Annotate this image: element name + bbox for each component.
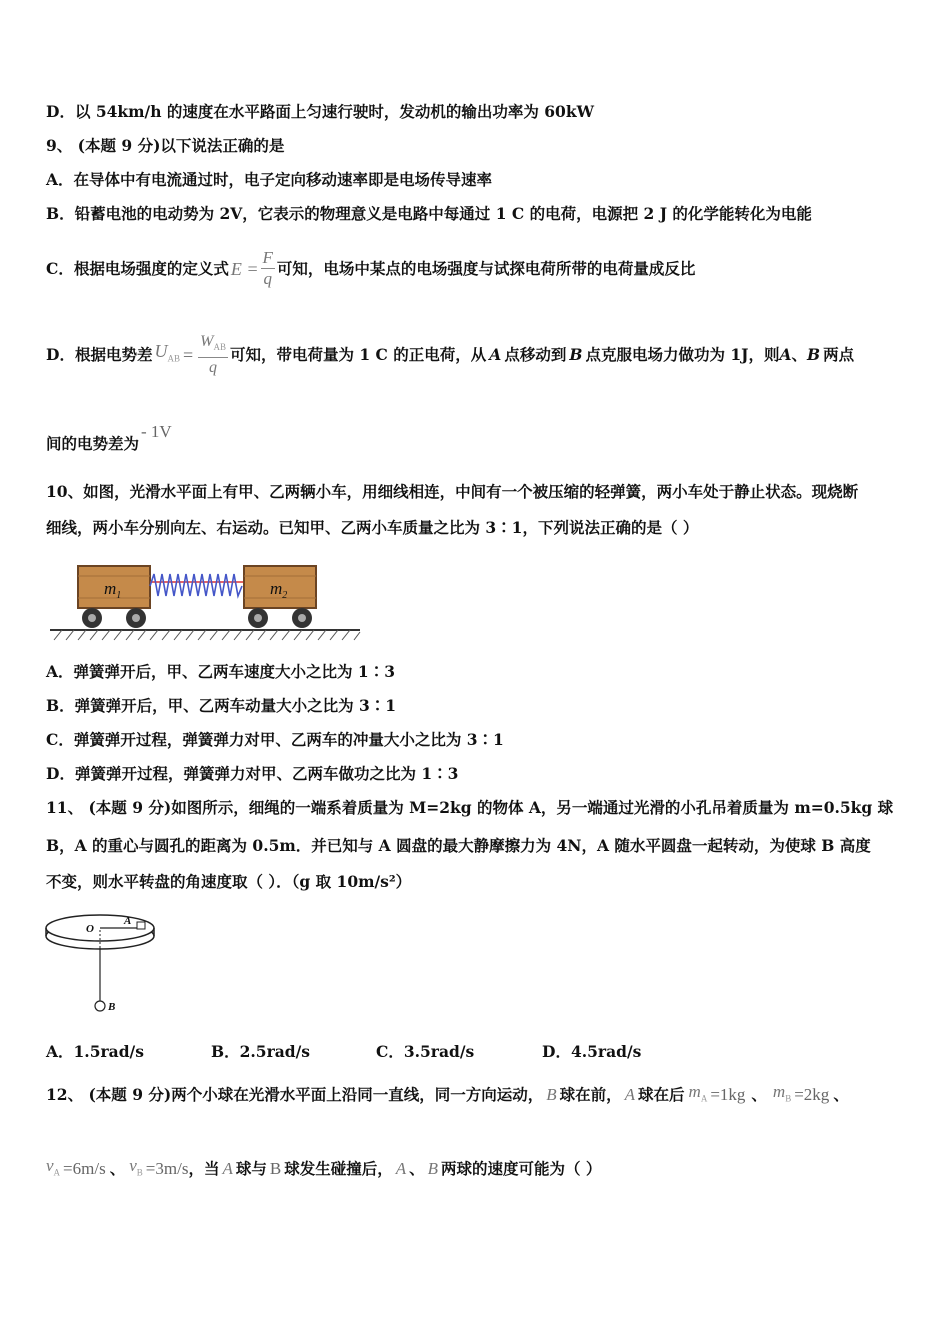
q9-d-mid1: 可知，带电荷量为 1 C 的正电荷，从	[229, 345, 487, 365]
q12-mid2: 球在后	[638, 1085, 685, 1105]
label-o: O	[86, 923, 94, 935]
q12-a2: A	[222, 1159, 233, 1179]
q9-c-formula-fraction	[261, 248, 275, 289]
q11-option-d: D．4.5rad/s	[542, 1042, 642, 1061]
q11-line3: 不变，则水平转盘的角速度取（ ）．（g 取 10m/s²）	[46, 872, 412, 891]
q12-vb-val: =3m/s	[145, 1159, 189, 1179]
q12-pre: 12、 (本题 9 分)两个小球在光滑水平面上沿同一直线，同一方向运动，	[46, 1085, 544, 1105]
q9-d-a: A	[489, 345, 502, 365]
q12-ma: $m_A$	[688, 1082, 708, 1104]
q9-d-line2: 间的电势差为	[46, 434, 140, 453]
q9-d-w-sub: AB	[213, 342, 226, 353]
label-a: A	[124, 915, 132, 927]
q8-option-d: D．以 54km/h 的速度在水平路面上匀速行驶时，发动机的输出功率为 60kW	[46, 102, 594, 121]
q12-a-sym: A	[624, 1085, 636, 1105]
q9-d-formula-den: q	[209, 359, 218, 377]
q12-sep2: 、	[833, 1085, 849, 1105]
q9-option-d-line2	[46, 422, 172, 454]
q9-d-u: U	[154, 341, 168, 362]
ground-hatching	[54, 630, 360, 640]
q12-mb-val: =2kg	[794, 1085, 830, 1105]
q9-d-b: B	[569, 345, 583, 365]
q12-line2	[46, 1156, 601, 1182]
q12-va-val: =6m/s	[63, 1159, 106, 1179]
q9-c-formula-den: q	[263, 269, 272, 288]
q9-d-eq: =	[182, 345, 194, 366]
q9-d-a2: A	[779, 345, 792, 365]
q9-option-b: B．铅蓄电池的电动势为 2V，它表示的物理意义是电路中每通过 1 C 的电荷，电源把 2 J 的化学能转化为电能	[46, 204, 812, 223]
q9-d-sep: 、	[791, 345, 808, 365]
q11-option-c: C．3.5rad/s	[376, 1042, 475, 1061]
q12-ma-val: =1kg	[710, 1085, 746, 1105]
q9-d-mid3: 点克服电场力做功为 1J，则	[585, 345, 780, 365]
q9-c-post: 可知，电场中某点的电场强度与试探电荷所带的电荷量成反比	[276, 258, 696, 278]
label-b: B	[108, 1001, 116, 1013]
q9-d-u-sub: AB	[167, 353, 180, 364]
q12-b2: B	[269, 1159, 282, 1179]
turntable-figure	[42, 902, 162, 1020]
q9-title: 9、 (本题 9 分)以下说法正确的是	[46, 136, 285, 155]
cart-2-label: $m_2$	[270, 579, 288, 601]
carts-spring-figure	[46, 560, 364, 646]
q12-b-sym: B	[546, 1085, 557, 1105]
q9-option-a: A．在导体中有电流通过时，电子定向移动速率即是电场传导速率	[46, 170, 493, 189]
q11-line2: B，A 的重心与圆孔的距离为 0.5m．并已知与 A 圆盘的最大静摩擦力为 4N，A 随水平圆盘一起转动，为使球 B 高度	[46, 836, 871, 855]
q12-sep1: 、	[751, 1085, 767, 1105]
q9-d-end: 两点	[823, 345, 855, 365]
q12-line1	[46, 1082, 849, 1108]
q12-mid1: 球在前，	[559, 1085, 622, 1105]
q9-d-formula-num	[198, 332, 228, 358]
q9-option-d	[46, 332, 854, 378]
q9-d-formula-fraction	[198, 332, 228, 378]
q9-d-value: - 1V	[141, 422, 172, 441]
q12-a3: A	[395, 1159, 407, 1179]
q11-option-b: B．2.5rad/s	[211, 1042, 311, 1061]
q10-option-b: B．弹簧弹开后，甲、乙两车动量大小之比为 3∶1	[46, 696, 397, 715]
q9-d-mid2: 点移动到	[504, 345, 567, 365]
q9-d-formula-lhs	[154, 341, 180, 369]
q12-sep3: 、	[109, 1159, 126, 1179]
q9-c-formula-lhs: E =	[230, 258, 259, 279]
block-a	[137, 922, 145, 929]
q12-va: $v_A$	[46, 1156, 61, 1178]
q10-option-c: C．弹簧弹开过程，弹簧弹力对甲、乙两车的冲量大小之比为 3∶1	[46, 730, 504, 749]
q9-d-w: W	[200, 333, 214, 350]
q12-sep4: 、	[409, 1159, 425, 1179]
q9-d-pre: D．根据电势差	[46, 345, 153, 365]
q12-mid3: ，当	[188, 1159, 220, 1179]
q10-line2: 细线，两小车分别向左、右运动。已知甲、乙两小车质量之比为 3∶1，下列说法正确的是（ ）	[46, 518, 699, 537]
spring	[150, 574, 242, 596]
ball-b	[95, 1001, 105, 1011]
q10-line1: 10、如图，光滑水平面上有甲、乙两辆小车，用细线相连，中间有一个被压缩的轻弹簧，两小车处于静止状态。现烧断	[46, 482, 859, 501]
q12-mb: $m_B$	[772, 1082, 792, 1104]
q12-b3: B	[427, 1159, 439, 1179]
q9-d-b2: B	[807, 345, 821, 365]
q12-mid5: 球发生碰撞后，	[284, 1159, 393, 1179]
cart-1-label: $m_1$	[104, 579, 122, 601]
q9-option-c	[46, 248, 695, 289]
q10-option-d: D．弹簧弹开过程，弹簧弹力对甲、乙两车做功之比为 1∶3	[46, 764, 459, 783]
q9-c-formula-num: F	[262, 248, 273, 267]
q11-option-a: A．1.5rad/s	[46, 1042, 144, 1061]
q10-option-a: A．弹簧弹开后，甲、乙两车速度大小之比为 1∶3	[46, 662, 395, 681]
q12-end: 两球的速度可能为（ ）	[441, 1159, 602, 1179]
q12-mid4: 球与	[235, 1159, 267, 1179]
q11-line1: 11、 (本题 9 分)如图所示，细绳的一端系着质量为 M=2kg 的物体 A，另一端通过光滑的小孔吊着质量为 m=0.5kg 球	[46, 798, 894, 817]
q9-c-pre: C．根据电场强度的定义式	[46, 258, 229, 278]
q12-vb: $v_B$	[129, 1156, 143, 1178]
